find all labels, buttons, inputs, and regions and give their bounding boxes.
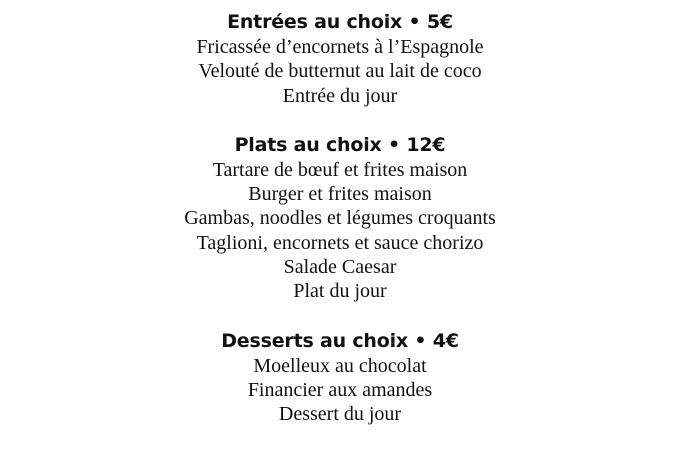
menu-item: Gambas, noodles et légumes croquants <box>184 207 496 230</box>
menu-item: Taglioni, encornets et sauce chorizo <box>196 231 484 254</box>
section-title-entrees: Entrées au choix • 5€ <box>227 11 453 33</box>
menu-item: Salade Caesar <box>283 256 397 279</box>
menu-item: Velouté de butternut au lait de coco <box>198 60 482 83</box>
menu-item: Entrée du jour <box>282 84 398 107</box>
menu-item: Plat du jour <box>293 280 387 303</box>
menu-item: Financier aux amandes <box>247 378 433 401</box>
section-desserts <box>0 328 680 427</box>
plats-list <box>0 158 680 304</box>
menu-item: Fricassée d’encornets à l’Espagnole <box>196 36 484 58</box>
section-entrees <box>0 9 680 108</box>
section-plats <box>0 132 680 304</box>
menu-item: Moelleux au chocolat <box>253 354 427 377</box>
section-title-desserts: Desserts au choix • 4€ <box>221 329 459 352</box>
desserts-list <box>0 354 680 427</box>
section-title-plats: Plats au choix • 12€ <box>234 133 446 156</box>
menu-item: Tartare de bœuf et frites maison <box>212 158 468 181</box>
menu-item: Dessert du jour <box>278 403 402 426</box>
menu <box>0 9 680 427</box>
entrees-list <box>0 35 680 108</box>
menu-item: Burger et frites maison <box>248 183 432 206</box>
